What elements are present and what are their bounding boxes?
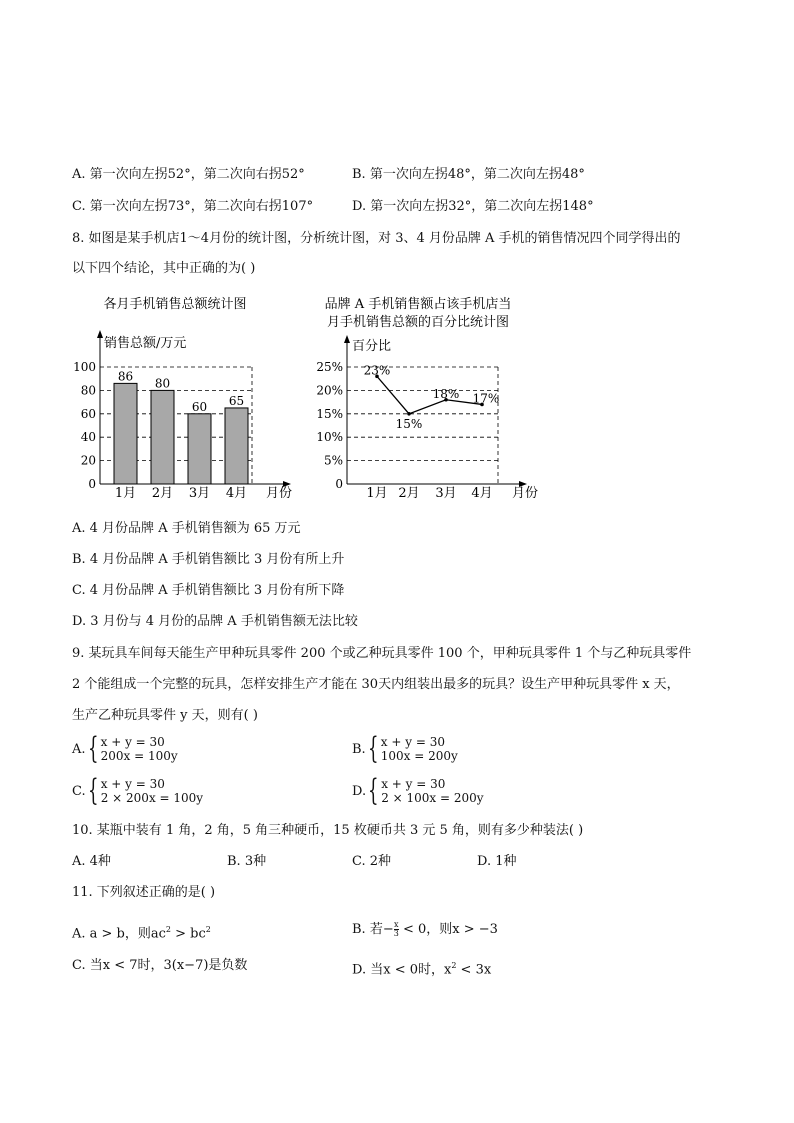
bar-chart-xtick-label: 1月	[114, 486, 137, 501]
bar-chart-ytick-label: 0	[88, 477, 96, 491]
q9-option-d-label: D.	[352, 783, 367, 799]
q10-option-b: B. 3种	[227, 854, 267, 869]
q7-option-a: A. 第一次向左拐52°，第二次向右拐52°	[72, 167, 305, 182]
q7-option-c: C. 第一次向左拐73°，第二次向右拐107°	[72, 199, 314, 214]
q9-stem-line2: 2 个能组成一个完整的玩具，怎样安排生产才能在 30天内组装出最多的玩具？设生产甲种玩具零件 x 天，	[72, 677, 680, 692]
q9-d-eq1: x + y = 30	[381, 777, 446, 791]
q9-option-b	[352, 731, 458, 766]
q10-option-d: D. 1种	[477, 854, 517, 869]
bar-chart-ytick-label: 100	[73, 360, 96, 374]
q11-b-post: < 0，则x > −3	[398, 922, 498, 937]
q10-stem: 10. 某瓶中装有 1 角，2 角，5 角三种硬币，15 枚硬币共 3 元 5 角，则有多少种装法( )	[72, 823, 584, 838]
bar-chart-ytick-label: 20	[80, 453, 96, 468]
bar-chart-xlabel: 月份	[266, 486, 293, 501]
line-chart-ytick-label: 5%	[323, 453, 343, 468]
bar	[225, 408, 248, 484]
line-chart-xtick-label: 1月	[366, 486, 388, 501]
line-chart-ytick-label: 0	[335, 477, 343, 491]
q11-option-d	[352, 957, 491, 979]
line-value-label: 18%	[432, 386, 460, 401]
bar-chart	[70, 290, 310, 505]
bar-chart-xtick-label: 4月	[225, 486, 248, 501]
q11-d-pre: D. 当x < 0时，x	[352, 962, 452, 978]
line-value-label: 17%	[472, 391, 500, 406]
line-point	[407, 412, 411, 416]
q11-d-exp: 2	[451, 961, 457, 970]
q9-b-eq1: x + y = 30	[380, 735, 445, 749]
q11-option-a	[72, 921, 211, 943]
bar-chart-ylabel: 销售总额/万元	[104, 336, 187, 351]
bar-chart-title: 各月手机销售总额统计图	[103, 297, 247, 312]
q11-option-b	[352, 921, 498, 939]
q9-b-eq2: 100x = 200y	[380, 749, 458, 763]
bar-chart-ytick-label: 60	[80, 406, 96, 421]
q8-option-b: B. 4 月份品牌 A 手机销售额比 3 月份有所上升	[72, 552, 345, 567]
bar	[188, 414, 211, 484]
q11-option-c: C. 当x < 7时，3(x−7)是负数	[72, 958, 248, 973]
q8-stem-line2: 以下四个结论，其中正确的为( )	[72, 261, 256, 276]
line-chart-title-line1: 品牌 A 手机销售额占该手机店当	[324, 297, 512, 312]
q11-stem: 11. 下列叙述正确的是( )	[72, 885, 216, 900]
q9-option-d	[352, 773, 484, 808]
q9-c-eq1: x + y = 30	[100, 777, 165, 791]
q8-option-a: A. 4 月份品牌 A 手机销售额为 65 万元	[72, 521, 301, 536]
q9-option-a-label: A.	[72, 741, 86, 757]
q11-a-pre: A. a > b，则ac	[72, 926, 166, 942]
bar-chart-y-arrow	[97, 330, 103, 338]
line-chart-ytick-label: 25%	[316, 360, 343, 374]
bar-chart-xtick-label: 2月	[151, 486, 174, 501]
line-chart-xlabel: 月份	[512, 486, 539, 501]
line-value-label: 23%	[363, 363, 391, 378]
q11-a-mid: > bc	[171, 926, 206, 942]
left-brace-icon: {	[367, 731, 379, 766]
fraction-denominator: 3	[393, 929, 399, 938]
q11-a-exp1: 2	[165, 925, 172, 934]
left-brace-icon: {	[87, 731, 99, 766]
line-chart-ylabel: 百分比	[352, 339, 392, 354]
bar	[114, 383, 137, 484]
q10-option-a: A. 4种	[72, 854, 111, 869]
line-value-label: 15%	[395, 416, 423, 431]
q8-option-d: D. 3 月份与 4 月份的品牌 A 手机销售额无法比较	[72, 614, 358, 629]
q7-option-b: B. 第一次向左拐48°，第二次向左拐48°	[352, 167, 585, 182]
bar-chart-ytick-label: 40	[80, 430, 96, 445]
bar-chart-ytick-label: 80	[80, 383, 96, 398]
q11-d-post: < 3x	[456, 962, 492, 978]
bar-value-label: 65	[228, 393, 245, 408]
line-chart-ytick-label: 15%	[316, 406, 343, 421]
line-chart-xtick-label: 4月	[471, 486, 493, 501]
q7-option-d: D. 第一次向左拐32°，第二次向左拐148°	[352, 199, 594, 214]
q9-stem-line3: 生产乙种玩具零件 y 天，则有( )	[72, 708, 258, 723]
line-chart-y-arrow	[344, 335, 350, 343]
q9-option-b-label: B.	[352, 741, 366, 757]
left-brace-icon: {	[368, 773, 379, 808]
bar-value-label: 60	[191, 399, 208, 414]
q9-d-eq2: 2 × 100x = 200y	[381, 791, 484, 805]
line-chart-title-line2: 月手机销售总额的百分比统计图	[326, 315, 510, 330]
bar-chart-xtick-label: 3月	[188, 486, 211, 501]
q9-option-c-label: C.	[72, 783, 86, 799]
q9-a-eq2: 200x = 100y	[100, 749, 178, 763]
q10-option-c: C. 2种	[352, 854, 392, 869]
q9-stem-line1: 9. 某玩具车间每天能生产甲种玩具零件 200 个或乙种玩具零件 100 个，甲种玩具零件 1 个与乙种玩具零件	[72, 646, 692, 661]
line-chart-xtick-label: 2月	[398, 486, 420, 501]
line-chart-xtick-label: 3月	[435, 486, 457, 501]
line-chart-ytick-label: 20%	[316, 383, 343, 398]
q9-a-eq1: x + y = 30	[100, 735, 165, 749]
bar-value-label: 86	[117, 369, 134, 384]
q8-option-c: C. 4 月份品牌 A 手机销售额比 3 月份有所下降	[72, 583, 345, 598]
q8-stem-line1: 8. 如图是某手机店1～4月份的统计图，分析统计图，对 3、4 月份品牌 A 手机的销售情况四个同学得出的	[72, 231, 681, 246]
q9-option-c	[72, 773, 204, 808]
q9-c-eq2: 2 × 200x = 100y	[100, 791, 204, 805]
line-chart	[310, 290, 550, 505]
line-series-path	[377, 376, 482, 413]
line-chart-ytick-label: 10%	[316, 430, 343, 445]
fraction-numerator: x	[394, 920, 399, 929]
q11-b-pre: B. 若−	[352, 922, 394, 937]
left-brace-icon: {	[87, 773, 99, 808]
q9-option-a	[72, 731, 178, 766]
q11-a-exp2: 2	[205, 925, 211, 934]
bar-value-label: 80	[154, 376, 171, 391]
bar	[151, 390, 174, 484]
